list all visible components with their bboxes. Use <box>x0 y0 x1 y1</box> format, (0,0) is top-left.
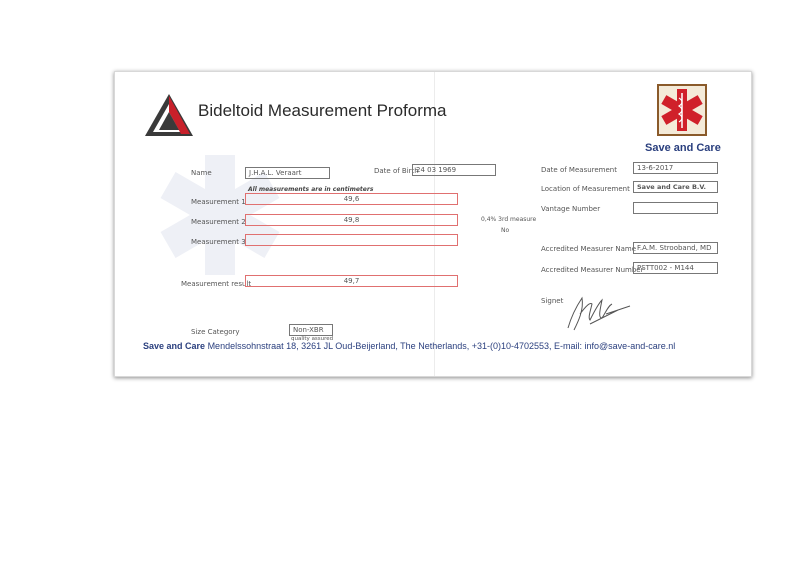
third-measure-answer: No <box>501 227 510 234</box>
vantage-field <box>633 202 718 214</box>
footer-contact: Mendelssohnstraat 18, 3261 JL Oud-Beijerland, The Netherlands, +31-(0)10-4702553, E-mail: info@save-and-care.nl <box>207 341 676 351</box>
measurement-2-label: Measurement 2 <box>191 218 246 226</box>
result-label: Measurement result <box>181 280 252 288</box>
measurer-name-field: F.A.M. Strooband, MD <box>633 242 718 254</box>
signet-label: Signet <box>541 297 564 305</box>
measurement-form <box>114 71 752 377</box>
result-field: 49,7 <box>245 275 458 287</box>
measurement-2-field: 49,8 <box>245 214 458 226</box>
size-category-field: Non-XBR <box>289 324 333 336</box>
measurer-name-label: Accredited Measurer Name <box>541 245 637 253</box>
measurer-number-field: PSTT002 - M144 <box>633 262 718 274</box>
measurer-number-label: Accredited Measurer Number <box>541 266 644 274</box>
location-field: Save and Care B.V. <box>633 181 718 193</box>
date-measurement-label: Date of Measurement <box>541 166 617 174</box>
signature-image <box>560 284 640 334</box>
third-measure-label: 0,4% 3rd measure <box>481 216 537 223</box>
location-label: Location of Measurement <box>541 185 630 193</box>
form-title: Bideltoid Measurement Proforma <box>198 101 447 120</box>
brand-name: Save and Care <box>645 142 721 154</box>
measurement-1-field: 49,6 <box>245 193 458 205</box>
units-note: All measurements are in centimeters <box>248 186 374 193</box>
footer-brand: Save and Care <box>143 341 206 351</box>
quality-assured-label: quality assured <box>291 336 334 342</box>
size-category-label: Size Category <box>191 328 240 336</box>
vantage-label: Vantage Number <box>541 205 601 213</box>
dob-label: Date of Birth <box>374 167 419 175</box>
name-label: Name <box>191 169 212 177</box>
footer-address <box>143 341 675 351</box>
name-field: J.H.A.L. Veraart <box>245 167 330 179</box>
star-of-life-logo-icon <box>657 84 707 136</box>
measurement-1-label: Measurement 1 <box>191 198 246 206</box>
triangle-logo-icon <box>143 92 195 138</box>
dob-field: 24 03 1969 <box>412 164 496 176</box>
date-measurement-field: 13-6-2017 <box>633 162 718 174</box>
measurement-3-field <box>245 234 458 246</box>
measurement-3-label: Measurement 3 <box>191 238 246 246</box>
